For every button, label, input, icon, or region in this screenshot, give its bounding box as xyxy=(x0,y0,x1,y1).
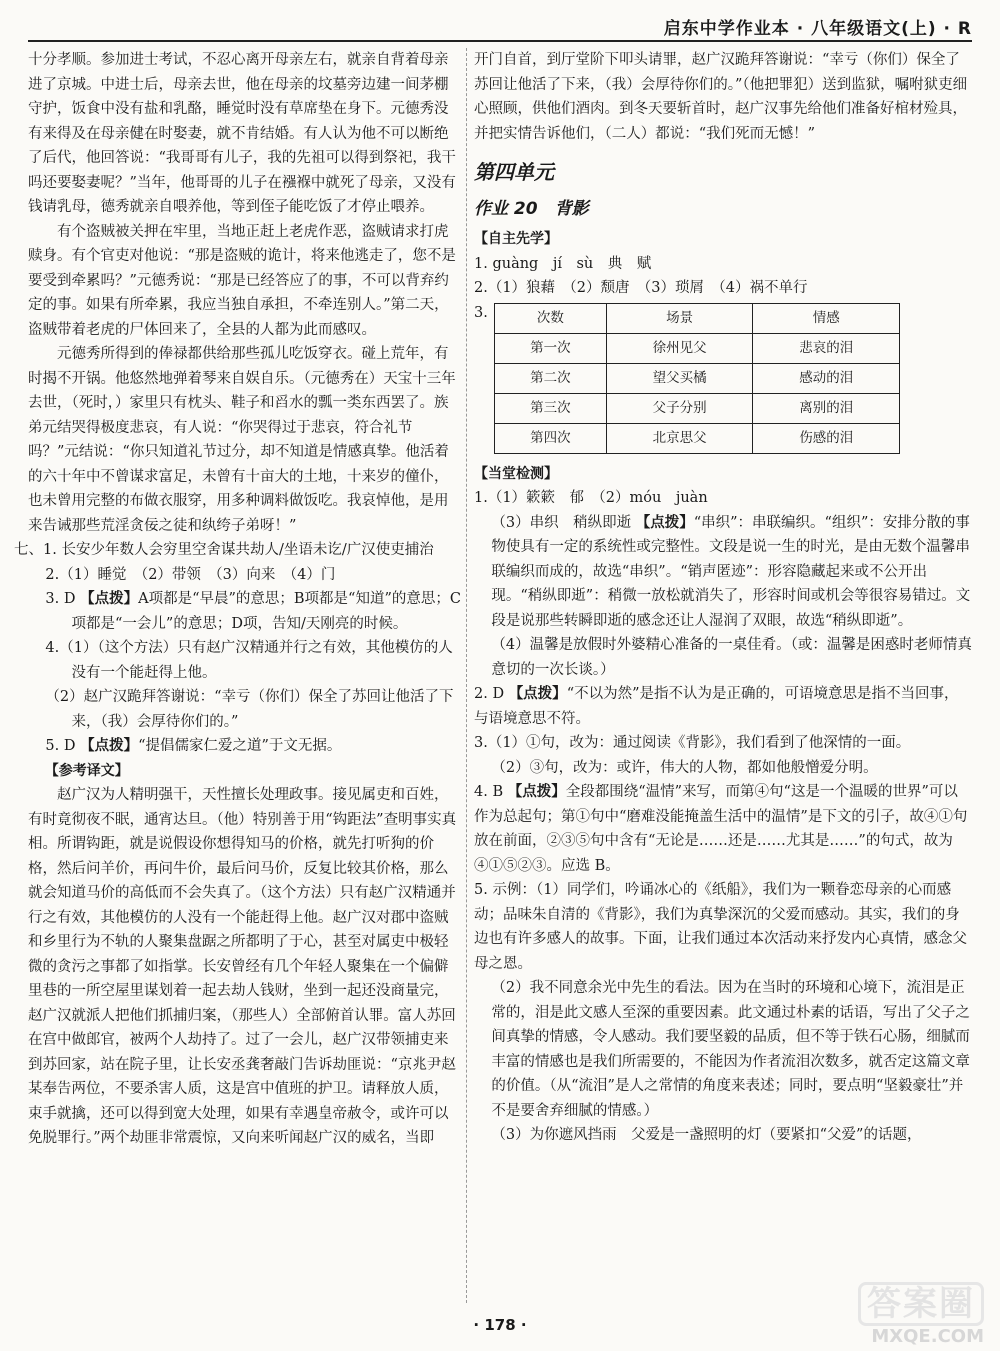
hint-text: “提倡儒家仁爱之道”于文无据。 xyxy=(138,738,342,754)
item-number: 3. xyxy=(474,304,488,321)
translation-paragraph-2: 有个盗贼被关押在牢里，当地正赶上老虎作恶，盗贼请求打虎赎身。有个官吏对他说：“那是盗贼的诡计，将来他逃走了，您不是要受到牵累吗？”元德秀说：“那是已经答应了的事，不可以背弃约定的事。如果有所牵累，我应当独自承担，不牵连别人。”第二天，盗贼带着老虎的尸体回来了，全县的人都为此而感叹。 xyxy=(28,223,456,338)
table-cell: 第二次 xyxy=(495,363,607,393)
question-7-3 xyxy=(28,587,462,636)
watermark-badge: 答案圈 xyxy=(858,1282,984,1326)
question-7-4-2: （2）赵广汉跪拜答谢说：“幸亏（你们）保全了苏回让他活了下来，（我）会厚待你们的。” xyxy=(45,689,454,730)
table-row xyxy=(495,363,900,393)
table-cell: 第四次 xyxy=(495,423,607,453)
table-cell: 父子分别 xyxy=(606,393,753,423)
question-7-1: 七、1. 长安少年数人会穷里空舍谋共劫人/坐语未讫/广汉使吏捕治 xyxy=(14,542,434,558)
question-7-2: 2.（1）睡觉 （2）带领 （3）向来 （4）门 xyxy=(45,566,336,583)
column-divider xyxy=(466,48,467,1303)
book-title: 启东中学作业本 · 八年级语文(上) · R xyxy=(663,19,972,39)
check-5-3: （3）为你遮风挡雨 父爱是一盏照明的灯（要紧扣“父爱”的话题， xyxy=(491,1127,922,1143)
hint-tag: 【点拨】 xyxy=(507,784,566,800)
translation-paragraph-3: 元德秀所得到的俸禄都供给那些孤儿吃饭穿衣。碰上荒年，有时揭不开锅。他悠然地弹着琴来自娱自乐。（元德秀在）天宝十三年去世，（死时，）家里只有枕头、鞋子和舀水的瓢一类东西罢了。族弟元结哭得极度悲哀，有人说：“你哭得过于悲哀，符合礼节吗？”元结说：“你只知道礼节过分，却不知道是情感真挚。他活着的六十年中不曾谋求富足，未曾有十亩大的土地，十来岁的僮仆，也未曾用完整的布做衣服穿，用多种调料做饭吃。我哀悼他，是用来告诫那些荒淫贪佞之徒和纨绔子弟呀！” xyxy=(28,346,456,534)
table-header-cell: 场景 xyxy=(606,303,753,333)
check-5-2: （2）我不同意余光中先生的看法。因为在当时的环境和心境下，流泪是正常的，泪是此文感人至深的重要因素。此文通过朴素的话语，写出了父子之间真挚的情感，令人感动。我们要坚毅的品质，但不等于铁石心肠，细腻而丰富的情感也是我们所需要的，不能因为作者流泪次数多，就否定这篇文章的价值。（从“流泪”是人之常情的角度来表述；同时，要点明“坚毅豪壮”并不是要舍弃细腻的情感。） xyxy=(491,980,970,1119)
page-number: · 178 · xyxy=(473,1316,527,1334)
answer-label: 3. D xyxy=(45,591,76,607)
table-header-cell: 情感 xyxy=(753,303,900,333)
left-column xyxy=(14,48,462,1151)
table-cell: 第一次 xyxy=(495,333,607,363)
watermark-site: MXQE.COM xyxy=(871,1326,984,1347)
classroom-check-tag: 【当堂检测】 xyxy=(474,465,558,482)
hint-text: 全段都围绕“温情”来写，而第④句“这是一个温暖的世界”可以作为总起句；第①句中“磨难没能掩盖生活中的温情”是下文的引子，故④①句放在前面，②③⑤句中含有“无论是……还是……尤其是……”的句式，故为④①⑤②③。应选 B。 xyxy=(474,784,968,874)
answer-label: 5. D xyxy=(45,738,76,754)
table-cell: 徐州见父 xyxy=(606,333,753,363)
table-cell: 北京思父 xyxy=(606,423,753,453)
reference-translation-tag: 【参考译文】 xyxy=(44,762,129,779)
check-3-1: 3.（1）①句，改为：通过阅读《背影》，我们看到了他深情的一面。 xyxy=(474,735,911,751)
table-cell: 离别的泪 xyxy=(753,393,900,423)
question-7-4-1: 4.（1）（这个方法）只有赵广汉精通并行之有效，其他模仿的人没有一个能赶得上他。 xyxy=(45,640,453,681)
table-row xyxy=(495,393,900,423)
hint-text: “串织”：串联编织。“组织”：安排分散的事物使具有一定的系统性或完整性。文段是说一生的时光，是由无数个温馨串联编织而成的，故选“串织”。“销声匿迹”：形容隐藏起来或不公开出现。“稍纵即逝”：稍微一放松就消失了，形容时间或机会等很容易错过。文段是说那些转瞬即逝的感念还让人湿润了双眼，故选“稍纵即逝”。 xyxy=(491,514,971,629)
hint-tag: 【点拨】 xyxy=(635,514,694,531)
question-7-5 xyxy=(28,734,462,759)
check-1-3 xyxy=(474,511,972,634)
table-row xyxy=(495,423,900,453)
answer-label: 4. B xyxy=(474,784,504,800)
hint-tag: 【点拨】 xyxy=(508,686,567,702)
check-5-1: 5. 示例：（1）同学们，吟诵冰心的《纸船》，我们为一颗眷恋母亲的心而感动；品味朱自清的《背影》，我们为真挚深沉的父爱而感动。其实，我们的身边也有许多感人的故事。下面，让我们通过本次活动来抒发内心真情，感念父母之恩。 xyxy=(474,882,967,972)
self-study-tag: 【自主先学】 xyxy=(474,231,558,247)
answer-label: 2. D xyxy=(474,686,505,702)
unit-title: 第四单元 xyxy=(474,160,554,184)
self-study-1: 1. guàng jí sù 典 赋 xyxy=(474,255,652,272)
self-study-2: 2.（1）狼藉 （2）颓唐 （3）琐屑 （4）祸不单行 xyxy=(474,280,808,296)
check-4 xyxy=(474,780,972,878)
check-3-2: （2）③句，改为：或许，伟大的人物，都如他般憎爱分明。 xyxy=(491,759,878,776)
hint-text: A项都是“早晨”的意思；B项都是“知道”的意思；C项都是“一会儿”的意思；D项，告知/天刚亮的时候。 xyxy=(71,591,461,632)
emotion-table xyxy=(494,303,900,454)
table-cell: 感动的泪 xyxy=(753,363,900,393)
check-1-1: 1.（1）簌簌 郁 （2）móu juàn xyxy=(474,490,708,506)
homework-title: 作业 20 背影 xyxy=(474,198,589,219)
hint-text: “不以为然”是指不认为是正确的，可语境意思是指不当回事，与语境意思不符。 xyxy=(474,686,959,727)
table-header-row xyxy=(495,303,900,333)
table-cell: 悲哀的泪 xyxy=(753,333,900,363)
hint-tag: 【点拨】 xyxy=(80,591,139,607)
table-header-cell: 次数 xyxy=(495,303,607,333)
check-2 xyxy=(474,682,972,731)
translation-continuation: 开门自首，到厅堂阶下叩头请罪，赵广汉跪拜答谢说：“幸亏（你们）保全了苏回让他活了下来，（我）会厚待你们的。”（他把罪犯）送到监狱，嘱咐狱吏细心照顾，供他们酒肉。到冬天要斩首时，赵广汉事先给他们准备好棺材殓具，并把实情告诉他们，（二人）都说：“我们死而无憾！” xyxy=(474,52,968,142)
table-cell: 伤感的泪 xyxy=(753,423,900,453)
right-column xyxy=(474,48,972,1148)
table-cell: 第三次 xyxy=(495,393,607,423)
table-cell: 望父买橘 xyxy=(606,363,753,393)
check-1-4: （4）温馨是放假时外婆精心准备的一桌佳肴。（或：温馨是困惑时老师情真意切的一次长谈。） xyxy=(491,637,972,678)
page-header xyxy=(28,10,972,42)
reference-translation-text: 赵广汉为人精明强干，天性擅长处理政事。接见属吏和百姓，有时竟彻夜不眠，通宵达旦。（他）特别善于用“钩距法”查明事实真相。所谓钩距，就是说假设你想得知马的价格，就先打听狗的价格，然后问羊价，再问牛价，最后问马价，反复比较其价格，那么就会知道马价的高低而不会失真了。（这个方法）只有赵广汉精通并行之有效，其他模仿的人没有一个能赶得上他。赵广汉对郡中盗贼和乡里行为不轨的人聚集盘踞之所都明了于心，甚至对属吏中极轻微的贪污之事都了如指掌。长安曾经有几个年轻人聚集在一个偏僻里巷的一所空屋里谋划着一起去劫人钱财，坐到一起还没商量完，赵广汉就派人把他们抓捕归案，（那些人）全部俯首认罪。富人苏回在宫中做郎官，被两个人劫持了。过了一会儿，赵广汉带领捕吏来到苏回家，站在院子里，让长安丞龚奢敲门告诉劫匪说：“京兆尹赵某奉告两位，不要杀害人质，这是宫中值班的护卫。请释放人质，束手就擒，还可以得到宽大处理，如果有幸遇皇帝赦令，或许可以免脱罪行。”两个劫匪非常震惊，又向来听闻赵广汉的威名，当即 xyxy=(28,787,457,1146)
watermark-logo xyxy=(784,1282,984,1347)
answer-label: （3）串织 稍纵即逝 xyxy=(491,514,632,531)
hint-tag: 【点拨】 xyxy=(80,738,139,754)
table-row xyxy=(495,333,900,363)
translation-paragraph-1: 十分孝顺。参加进士考试，不忍心离开母亲左右，就亲自背着母亲进了京城。中进士后，母亲去世，他在母亲的坟墓旁边建一间茅棚守护，饭食中没有盐和乳酪，睡觉时没有草席垫在身下。元德秀没有来得及在母亲健在时娶妻，就不肯结婚。有人认为他不可以断绝了后代，他回答说：“我哥哥有儿子，我的先祖可以得到祭祀，我干吗还要娶妻呢？”当年，他哥哥的儿子在襁褓中就死了母亲，又没有钱请乳母，德秀就亲自喂养他，等到侄子能吃饭了才停止喂养。 xyxy=(28,52,456,215)
self-study-3 xyxy=(474,301,972,462)
